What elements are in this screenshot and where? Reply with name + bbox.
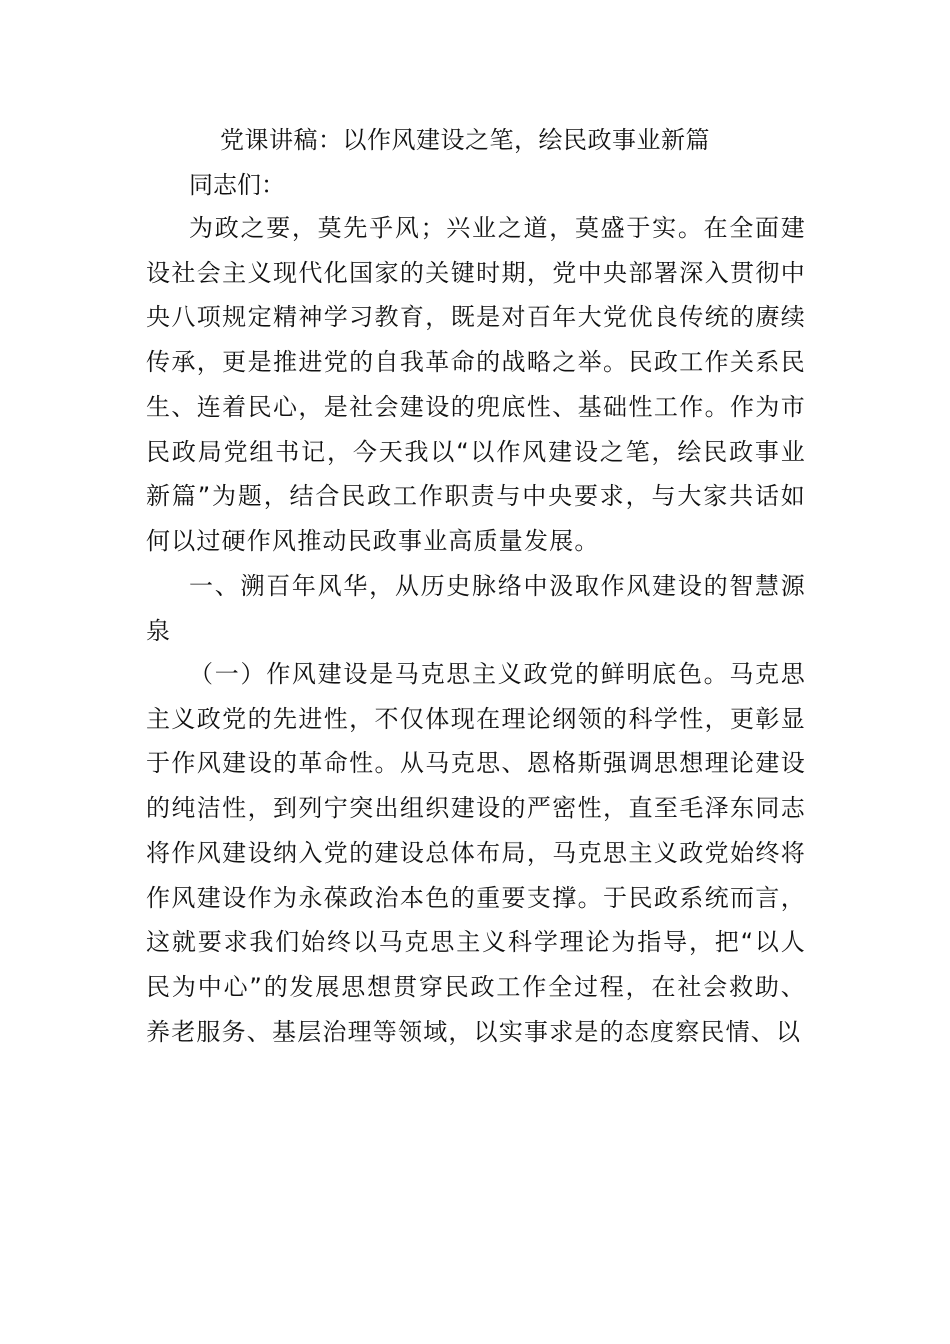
salutation: 同志们：	[189, 171, 285, 199]
document-title: 党课讲稿：以作风建设之笔，绘民政事业新篇	[220, 126, 710, 154]
paragraph-intro: 为政之要，莫先乎风；兴业之道，莫盛于实。在全面建设社会主义现代化国家的关键时期，党中央部署深入贯彻中央八项规定精神学习教育，既是对百年大党优良传统的赓续传承，更是推进党的自我革命的战略之举。民政工作关系民生、连着民心，是社会建设的兜底性、基础性工作。作为市民政局党组书记，今天我以“以作风建设之笔，绘民政事业新篇”为题，结合民政工作职责与中央要求，与大家共话如何以过硬作风推动民政事业高质量发展。	[146, 214, 806, 555]
paragraph-section-1: （一）作风建设是马克思主义政党的鲜明底色。马克思主义政党的先进性，不仅体现在理论纲领的科学性，更彰显于作风建设的革命性。从马克思、恩格斯强调思想理论建设的纯洁性，到列宁突出组织建设的严密性，直至毛泽东同志将作风建设纳入党的建设总体布局，马克思主义政党始终将作风建设作为永葆政治本色的重要支撑。于民政系统而言，这就要求我们始终以马克思主义科学理论为指导，把“以人民为中心”的发展思想贯穿民政工作全过程，在社会救助、养老服务、基层治理等领域，以实事求是的态度察民情、以	[146, 660, 806, 1046]
section-heading: 一、溯百年风华，从历史脉络中汲取作风建设的智慧源泉	[146, 572, 806, 645]
